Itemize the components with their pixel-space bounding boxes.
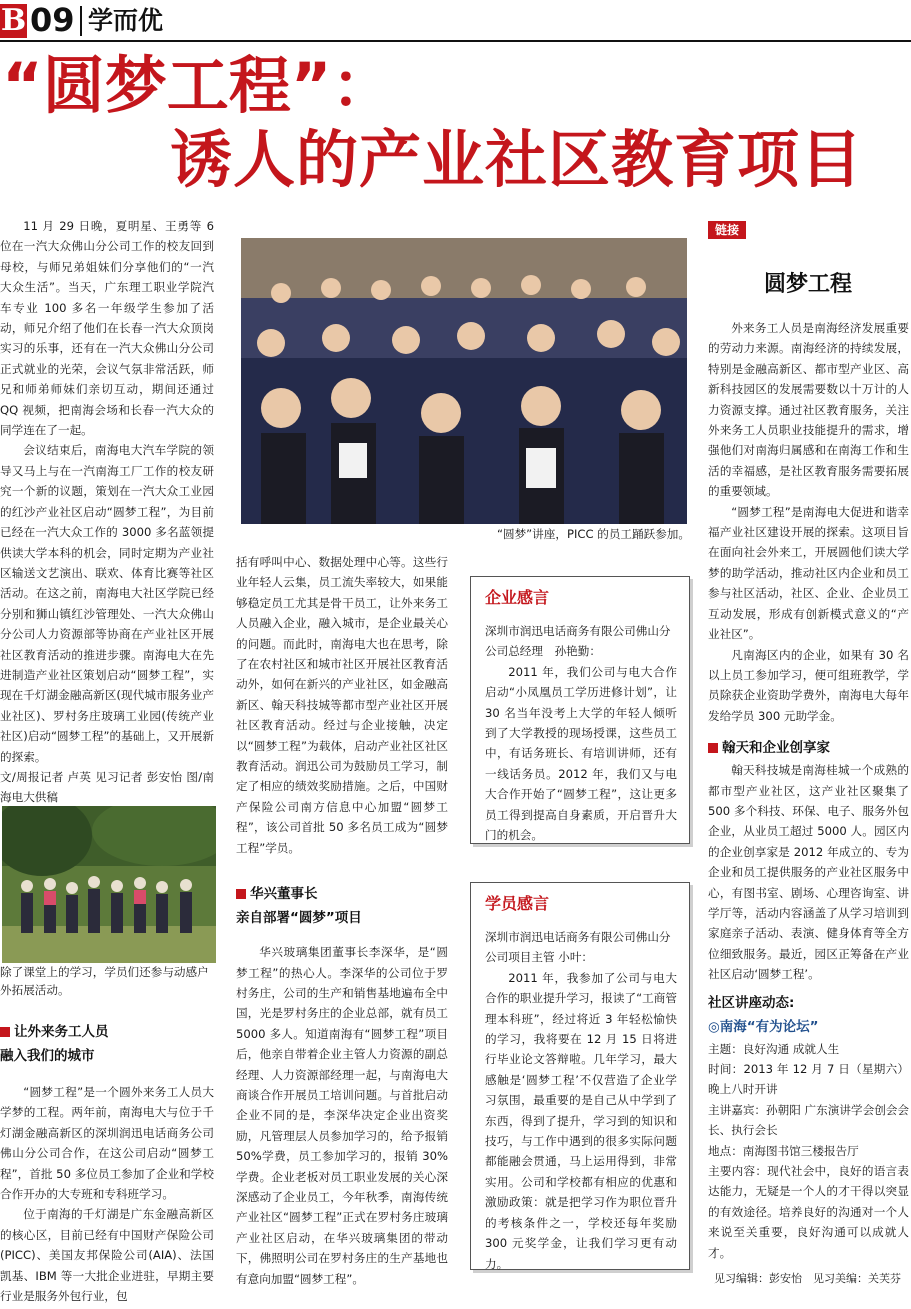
sidebar-paragraph: “圆梦工程”是南海电大促进和谐幸福产业社区建设开展的探索。这项目旨在面向社会外来工，开展圆他们读大学梦的助学活动，推动社区内企业和员工参与社区活动，社区、企业、企业员工互动发展，形成有创新模式意义的“产业社区”。	[708, 504, 909, 642]
article-paragraph: 会议结束后，南海电大汽车学院的领导又马上与在一汽南海工厂工作的校友研究一个新的议题，策划在一汽大众工业园的红沙产业社区启动“圆梦工程”，为目前已经在一汽大众工作的 3000 多名蓝领提供读大学本科的机会，同时定期为产业社区输送文艺演出、联欢、体育比赛等社区活动。在这之前，南海电大社区学院已经分别和狮山镇红沙管理处、一汽大众佛山分公司人力资源部等协商在产业社区开展社区教育活动的推进步骤。南海电大在先进制造产业社区策划启动“圆梦工程”，实现在千灯湖金融高新区(现代城市服务业产业社区)、罗村务庄玻璃工业园(传统产业社区)启动“圆梦工程”的基础上，又开展新的探索。	[0, 443, 214, 764]
subheading: 社区讲座动态:	[708, 994, 795, 1011]
event-place: 地点：南海图书馆三楼报告厅	[708, 1143, 859, 1158]
column-1-bottom	[0, 1020, 214, 1306]
headline-line-2: 诱人的产业社区教育项目	[170, 123, 864, 196]
event-speaker: 主讲嘉宾：孙朝阳 广东演讲学会创会会长、执行会长	[708, 1102, 909, 1138]
subheading: 亲自部署“圆梦”项目	[236, 910, 362, 927]
quote-box-enterprise	[470, 576, 690, 844]
event-content: 主要内容：现代社会中，良好的语言表达能力，无疑是一个人的才干得以突显的有效途径。培养良好的沟通对一个人来说至关重要，良好沟通可以成就人才。	[708, 1164, 909, 1260]
subheading: 融入我们的城市	[0, 1048, 95, 1064]
section-badge: B	[0, 3, 27, 38]
column-2	[236, 552, 448, 1289]
headline-line-1: “圆梦工程”：	[2, 49, 394, 122]
article-paragraph: 位于南海的千灯湖是广东金融高新区的核心区，目前已经有中国财产保险公司(PICC)、美国友邦保险公司(AIA)、法国凯基、IBM 等一大批企业进驻，早期主要行业是服务外包行业，包	[0, 1207, 214, 1304]
photo-caption: “圆梦”讲座，PICC 的员工踊跃参加。	[496, 527, 690, 541]
column-1-top	[0, 216, 214, 808]
header-divider	[80, 6, 82, 36]
sidebar-title: 圆梦工程	[763, 271, 852, 297]
outdoor-group-photo	[2, 806, 216, 963]
sidebar-paragraph: 凡南海区内的企业，如果有 30 名以上员工参加学习，便可组班教学，学员除获企业资助学费外，南海电大每年发给学员 300 元助学金。	[708, 647, 909, 723]
editor-credits: 见习编辑：彭安怡 见习美编：关芙芬	[714, 1272, 901, 1285]
photo-caption: 除了课堂上的学习，学员们还参与动感户外拓展活动。	[0, 965, 209, 997]
lecture-hall-photo	[241, 238, 687, 524]
box-speaker: 深圳市润迅电话商务有限公司佛山分公司总经理 孙艳勤：	[485, 624, 671, 659]
sidebar-column	[708, 318, 909, 1263]
subheading: 让外来务工人员	[0, 1020, 214, 1044]
link-tag: 链接	[708, 221, 746, 239]
box-body: 2011 年，我们公司与电大合作启动“小凤凰员工学历进修计划”，让 30 名当年没考上大学的年轻人倾听到了大学教授的现场授课，这些员工中，有话务班长、有培训讲师，还有一线话务员。2012 年，我们又与电大合作开始了“圆梦工程”，这让更多员工得到提高自身素质，开启晋升大门的机会。	[485, 664, 677, 843]
lecture-caption-block	[470, 525, 690, 543]
box-title: 学员感言	[485, 894, 550, 913]
box-body: 2011 年，我参加了公司与电大合作的职业提升学习，报读了“工商管理本科班”，经过将近 3 年轻松愉快的学习，我将要在 12 月 15 日将进行毕业论文答辩啦。几年学习，最大感触是‘圆梦工程’不仅营造了企业学习氛围，最重要的是自己从中学到了东西，得到了提升，学习到的知识和技巧，与工作中遇到的很多实际问题都能融会贯通，马上运用得到，非常实用。公司和学校都有相应的优惠和激励政策：就是把学习作为职位晋升的考核条件之一，学校还每年奖励 300 元奖学金，让我们学习更有动力。	[485, 970, 677, 1271]
event-topic: 主题：良好沟通 成就人生	[708, 1041, 840, 1056]
photo-caption-block	[0, 963, 214, 999]
box-title: 企业感言	[485, 588, 550, 607]
header-rule	[0, 40, 911, 42]
subheading: ◎南海“有为论坛”	[708, 1018, 819, 1035]
page-number: 09	[30, 1, 75, 39]
article-paragraph: “圆梦工程”是一个圆外来务工人员大学梦的工程。两年前，南海电大与位于千灯湖金融高新区的深圳润迅电话商务公司佛山分公司合作，在这公司启动“圆梦工程”，首批 50 多位员工参加了企业和学校合作开办的大专班和专科班学习。	[0, 1085, 214, 1202]
box-speaker: 深圳市润迅电话商务有限公司佛山分公司项目主管 小叶：	[485, 930, 671, 965]
subheading: 翰天和企业创享家	[708, 736, 909, 760]
article-paragraph: 括有呼叫中心、数据处理中心等。这些行业年轻人云集，员工流失率较大，如果能够稳定员工尤其是骨干员工，让外来务工人员融入企业，融入城市，是企业最关心的问题。而此时，南海电大也在思考，除了在农村社区和城市社区开展社区教育活动外，如何在新兴的产业社区，如金融高新区、翰天科技城等都市型产业社区开展社区教育活动。经过与企业接触，决定以“圆梦工程”为载体，启动产业社区社区教育活动。润迅公司为鼓励员工学习，制定了相应的绩效奖励措施。之后，中国财产保险公司南方信息中心加盟“圆梦工程”，该公司首批 50 多名员工成为“圆梦工程”学员。	[236, 555, 448, 855]
subheading: 华兴董事长	[236, 882, 448, 906]
square-bullet-icon	[0, 1027, 10, 1037]
quote-box-student	[470, 882, 690, 1270]
square-bullet-icon	[708, 743, 718, 753]
section-name: 学而优	[88, 6, 164, 35]
byline: 文/周报记者 卢英 见习记者 彭安怡 图/南海电大供稿	[0, 769, 214, 805]
square-bullet-icon	[236, 889, 246, 899]
article-paragraph: 11 月 29 日晚，夏明星、王勇等 6 位在一汽大众佛山分公司工作的校友回到母校，与师兄弟姐妹们分享他们的“一汽大众生活”。当天，广东理工职业学院汽车专业 100 多名一年级学生参加了活动，师兄介绍了他们在长春一汽大众顶岗实习的乐事，还有在一汽大众佛山分公司正式就业的光荣，会议气氛非常活跃，师兄和师弟师妹们亲切互动，期间还通过 QQ 视频，把南海会场和长春一汽大众的同学连在了一起。	[0, 219, 214, 438]
event-time: 时间：2013 年 12 月 7 日（星期六）晚上八时开讲	[708, 1062, 909, 1097]
sidebar-paragraph: 翰天科技城是南海桂城一个成熟的都市型产业社区，这产业社区聚集了 500 多个科技、环保、电子、服务外包企业，从业员工超过 5000 人。园区内的企业创享家是 2012 年成立的、专为企业和员工提供服务的产业社区服务中心，有图书室、剧场、心理咨询室、讲学厅等，活动内容涵盖了从学习培训到家庭亲子活动、表演、健身体育等全方位细致服务。最近，园区正筹备在产业社区启动‘圆梦工程’。	[708, 763, 909, 982]
sidebar-paragraph: 外来务工人员是南海经济发展重要的劳动力来源。南海经济的持续发展，特别是金融高新区、都市型产业区、高新科技园区的发展需要数以十万计的人力资源支撑。通过社区教育服务，关注外来务工人员职业技能提升的需求，增强他们对南海归属感和在南海工作和生活的幸福感，是社区教育服务需要拓展的重要领域。	[708, 321, 909, 499]
article-paragraph: 华兴玻璃集团董事长李深华，是“圆梦工程”的热心人。李深华的公司位于罗村务庄，公司的生产和销售基地遍布全中国，光是罗村务庄的企业总部，就有员工 5000 多人。知道南海有“圆梦工程”项目后，他亲自带着企业主管人力资源的副总经理、人力资源部经理一起，与南海电大商谈合作开展员工培训问题。与首批启动企业不同的是，李深华决定企业出资奖励，凡管理层人员参加学习的，给予报销 50%学费，员工参加学习的，报销 30%学费。企业老板对员工职业发展的关心深深感动了企业员工，今年秋季，南海传统产业社区“圆梦工程”正式在罗村务庄玻璃产业社区启动，在华兴玻璃集团的带动下，佛照明公司在罗村务庄的生产基地也有意向加盟“圆梦工程”。	[236, 945, 448, 1286]
